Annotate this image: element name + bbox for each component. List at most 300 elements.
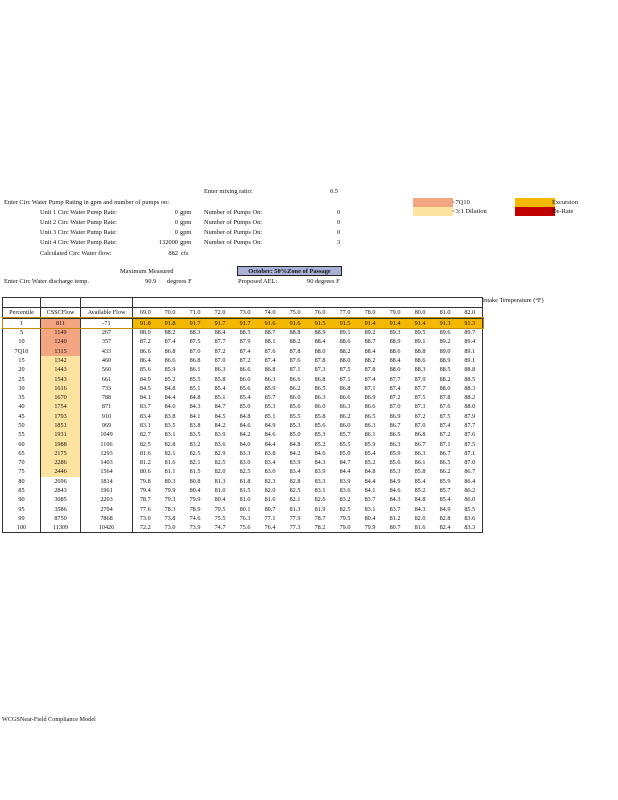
temp-cell: 75.5 — [214, 514, 226, 522]
temp-cell: 86.3 — [339, 403, 351, 411]
table-row — [3, 449, 483, 458]
pump-2-on[interactable]: 0 — [337, 219, 341, 226]
pump-2-unit: gpm — [180, 219, 192, 226]
temp-cell: 83.1 — [314, 487, 326, 495]
column-header-temp: 78.0 — [358, 308, 383, 318]
temp-cell: 86.5 — [364, 412, 376, 420]
temp-cell: 84.3 — [189, 403, 201, 411]
percentile-cell: 80 — [3, 477, 41, 486]
temp-cell: 88.5 — [439, 366, 451, 374]
temp-cell: 91.3 — [458, 318, 483, 328]
temp-cell: 83.8 — [164, 412, 176, 420]
temp-cell: 88.2 — [289, 338, 301, 346]
temp-cell: 85.0 — [339, 449, 351, 457]
temp-cell: 79.4 — [139, 487, 151, 495]
flow-cell: 1988 — [41, 439, 81, 448]
temp-cell: 87.4 — [439, 422, 451, 429]
flow-cell: 2696 — [41, 477, 81, 486]
table-row — [3, 467, 483, 476]
temp-cell: 85.7 — [339, 431, 351, 439]
temp-cell: 82.5 — [289, 487, 301, 495]
temp-cell: 86.4 — [139, 356, 151, 364]
temp-cell: 88.0 — [439, 384, 451, 392]
temp-cell: 87.4 — [364, 375, 376, 383]
temp-cell: 86.6 — [364, 403, 376, 411]
header-spacer — [133, 298, 483, 308]
temp-cell: 87.1 — [364, 384, 376, 392]
temp-cell: 87.8 — [364, 366, 376, 374]
percentile-cell: 10 — [3, 337, 41, 346]
temp-cell: 87.4 — [264, 356, 276, 364]
temp-cell: 83.5 — [189, 431, 201, 439]
temp-cell: 87.4 — [164, 338, 176, 346]
temp-cell: 82.8 — [289, 477, 301, 485]
temp-cell: 82.5 — [189, 449, 201, 457]
temp-cell: 79.0 — [333, 523, 358, 533]
temp-cell: 87.7 — [214, 338, 226, 346]
temp-cell: 87.7 — [458, 421, 483, 430]
flow-cell: 1240 — [41, 337, 81, 346]
temp-cell: 85.7 — [264, 394, 276, 402]
temp-cell: 87.1 — [439, 440, 451, 448]
temp-cell: 84.0 — [239, 440, 251, 448]
temp-cell: 85.6 — [289, 403, 301, 411]
temp-cell: 85.4 — [214, 384, 226, 392]
temp-cell: 84.4 — [364, 477, 376, 485]
temp-cell: 88.2 — [458, 393, 483, 402]
table-row — [3, 458, 483, 467]
temp-cell: 89.1 — [458, 346, 483, 355]
temp-cell: 81.1 — [164, 468, 176, 476]
pump-4-rate[interactable]: 132000 — [158, 239, 178, 246]
temp-cell: 84.3 — [389, 496, 401, 504]
available-flow-cell: 1106 — [81, 439, 133, 448]
table-row — [3, 486, 483, 495]
temp-cell: 91.7 — [183, 318, 208, 328]
temp-cell: 84.8 — [164, 384, 176, 392]
temp-cell: 86.4 — [458, 477, 483, 486]
temp-cell: 86.7 — [458, 467, 483, 476]
temp-cell: 86.5 — [389, 431, 401, 439]
temp-cell: 82.4 — [433, 523, 458, 533]
temp-cell: 88.4 — [214, 329, 226, 337]
temp-cell: 83.1 — [164, 431, 176, 439]
pump-1-on[interactable]: 0 — [337, 209, 341, 216]
temp-cell: 78.7 — [314, 514, 326, 522]
temp-cell: 86.6 — [139, 347, 151, 355]
temp-cell: 88.9 — [389, 338, 401, 346]
temp-cell: 78.3 — [164, 505, 176, 513]
flow-cell: 1443 — [41, 365, 81, 374]
temp-cell: 87.9 — [458, 412, 483, 421]
legend-swatch-7q10 — [413, 198, 453, 207]
temp-cell: 74.6 — [189, 514, 201, 522]
temp-cell: 83.4 — [139, 412, 151, 420]
temp-cell: 81.6 — [408, 523, 433, 533]
temp-cell: 85.9 — [439, 477, 451, 485]
temp-cell: 85.4 — [364, 449, 376, 457]
temp-cell: 85.9 — [389, 449, 401, 457]
flow-cell: 1543 — [41, 374, 81, 383]
temp-cell: 89.1 — [339, 329, 351, 337]
temp-cell: 84.8 — [289, 440, 301, 448]
temp-cell: 86.3 — [414, 449, 426, 457]
temp-cell: 82.8 — [439, 514, 451, 522]
pump-1-label: Unit 1 Circ Water Pump Rate: — [40, 209, 117, 216]
pump-3-label: Unit 3 Circ Water Pump Rate: — [40, 229, 117, 236]
temp-cell: 73.9 — [183, 523, 208, 533]
temp-cell: 83.1 — [364, 505, 376, 513]
temp-cell: 82.5 — [214, 459, 226, 467]
temp-cell: 91.5 — [333, 318, 358, 328]
table-row — [3, 505, 483, 514]
temp-cell: 86.9 — [364, 394, 376, 402]
temp-cell: 88.3 — [414, 366, 426, 374]
table-row — [3, 430, 483, 439]
temp-cell: 81.2 — [389, 514, 401, 522]
temp-cell: 87.5 — [189, 338, 201, 346]
temp-cell: 76.4 — [258, 523, 283, 533]
pump-3-rate[interactable]: 0 — [174, 229, 178, 236]
temp-cell: 85.1 — [264, 412, 276, 420]
temp-cell: 86.7 — [389, 422, 401, 429]
temp-cell: 82.0 — [214, 468, 226, 476]
table-row — [3, 318, 483, 328]
mixing-ratio-label: Enter mixing ratio: — [204, 188, 253, 195]
flow-cell: 1670 — [41, 393, 81, 402]
table-row — [3, 421, 483, 430]
temp-cell: 86.8 — [264, 366, 276, 374]
temp-cell: 85.9 — [164, 366, 176, 374]
temp-cell: 79.5 — [339, 514, 351, 522]
max-measured-label: Maximum Measured — [120, 268, 174, 275]
temp-cell: 88.4 — [364, 347, 376, 355]
temp-cell: 87.0 — [214, 356, 226, 364]
available-flow-cell: 460 — [81, 356, 133, 365]
temp-cell: 85.2 — [364, 459, 376, 467]
percentile-cell: 50 — [3, 421, 41, 430]
temp-cell: 88.4 — [314, 338, 326, 346]
temp-cell: 87.5 — [439, 412, 451, 420]
temp-cell: 89.5 — [414, 329, 426, 337]
calc-flow-label: Calculated Circ Water flow: — [40, 250, 112, 257]
column-header-temp: 79.0 — [383, 308, 408, 318]
temp-cell: 85.5 — [289, 412, 301, 420]
table-row — [3, 514, 483, 523]
temp-cell: 88.5 — [458, 374, 483, 383]
percentile-cell: 100 — [3, 523, 41, 533]
temp-cell: 87.2 — [239, 356, 251, 364]
temp-cell: 83.4 — [289, 468, 301, 476]
temp-cell: 84.4 — [339, 468, 351, 476]
temp-cell: 79.8 — [139, 477, 151, 485]
temp-cell: 83.2 — [339, 496, 351, 504]
flow-cell: 2175 — [41, 449, 81, 458]
temp-cell: 77.1 — [264, 514, 276, 522]
table-row — [3, 374, 483, 383]
temp-cell: 84.4 — [264, 440, 276, 448]
temp-cell: 88.3 — [458, 384, 483, 393]
temp-cell: 91.8 — [133, 318, 158, 328]
temp-cell: 73.0 — [139, 514, 151, 522]
column-header-temp: 76.0 — [308, 308, 333, 318]
temp-cell: 87.7 — [389, 375, 401, 383]
legend-label-excursion: Excursion — [552, 199, 578, 206]
temp-cell: 83.9 — [214, 431, 226, 439]
flow-cell: 1793 — [41, 412, 81, 421]
percentile-cell: 99 — [3, 514, 41, 523]
temp-cell: 83.6 — [458, 514, 483, 523]
column-header-temp: 69.0 — [133, 308, 158, 318]
pump-4-on[interactable]: 3 — [337, 239, 341, 246]
temp-cell: 91.4 — [358, 318, 383, 328]
temp-cell: 84.3 — [414, 505, 426, 513]
temp-cell: 77.3 — [283, 523, 308, 533]
column-header-temp: 71.0 — [183, 308, 208, 318]
temp-cell: 85.2 — [164, 375, 176, 383]
temp-cell: 81.9 — [314, 505, 326, 513]
temp-cell: 83.4 — [264, 459, 276, 467]
temp-cell: 86.0 — [289, 394, 301, 402]
header-spacer — [81, 298, 133, 308]
available-flow-cell: 10426 — [81, 523, 133, 533]
table-row — [3, 495, 483, 504]
temp-cell: 91.6 — [283, 318, 308, 328]
temp-cell: 86.2 — [458, 486, 483, 495]
temp-cell: 80.7 — [264, 505, 276, 513]
temp-cell: 82.8 — [164, 440, 176, 448]
temp-cell: 85.9 — [264, 384, 276, 392]
flow-cell: 3085 — [41, 495, 81, 504]
temp-cell: 86.1 — [364, 431, 376, 439]
temp-cell: 87.2 — [389, 394, 401, 402]
temp-cell: 89.3 — [389, 329, 401, 337]
table-row — [3, 393, 483, 402]
temp-cell: 80.7 — [383, 523, 408, 533]
flow-cell: 2286 — [41, 458, 81, 467]
available-flow-cell: 1814 — [81, 477, 133, 486]
temp-cell: 85.6 — [314, 422, 326, 429]
temp-cell: 87.1 — [289, 366, 301, 374]
discharge-value[interactable]: 90.9 — [145, 278, 157, 285]
temp-cell: 87.8 — [314, 356, 326, 364]
temp-cell: 85.5 — [339, 440, 351, 448]
temp-cell: 87.2 — [139, 338, 151, 346]
temp-cell: 91.3 — [433, 318, 458, 328]
temp-cell: 82.0 — [414, 514, 426, 522]
temp-cell: 79.9 — [358, 523, 383, 533]
temp-cell: 81.0 — [239, 496, 251, 504]
temp-cell: 84.2 — [289, 449, 301, 457]
temp-cell: 88.3 — [189, 329, 201, 337]
temp-cell: 84.7 — [339, 459, 351, 467]
legend-label-derate: De-Rate — [552, 208, 574, 215]
temp-cell: 84.9 — [389, 477, 401, 485]
flow-cell: 2446 — [41, 467, 81, 476]
table-row — [3, 402, 483, 411]
temp-cell: 88.4 — [389, 356, 401, 364]
temp-cell: 88.6 — [414, 356, 426, 364]
temp-cell: 86.2 — [439, 468, 451, 476]
discharge-label: Enter Circ Water discharge temp. — [4, 278, 89, 285]
temp-cell: 87.0 — [414, 422, 426, 429]
percentile-cell: 90 — [3, 495, 41, 504]
pump-1-rate[interactable]: 0 — [174, 209, 178, 216]
temp-cell: 82.0 — [264, 487, 276, 495]
pump-3-on[interactable]: 0 — [337, 229, 341, 236]
percentile-cell: 85 — [3, 486, 41, 495]
temp-cell: 79.9 — [164, 487, 176, 495]
pump-4-unit: gpm — [180, 239, 192, 246]
column-header-temp: 74.0 — [258, 308, 283, 318]
available-flow-cell: 661 — [81, 374, 133, 383]
temp-cell: 83.1 — [139, 422, 151, 429]
temp-cell: 85.4 — [414, 477, 426, 485]
temp-cell: 85.7 — [439, 487, 451, 495]
temp-cell: 81.6 — [139, 449, 151, 457]
flow-cell: 8750 — [41, 514, 81, 523]
temp-cell: 81.3 — [289, 505, 301, 513]
temp-cell: 88.6 — [389, 347, 401, 355]
temp-cell: 86.5 — [439, 459, 451, 467]
temp-cell: 88.1 — [264, 338, 276, 346]
available-flow-cell: -71 — [81, 318, 133, 328]
temp-cell: 83.2 — [189, 440, 201, 448]
table-row — [3, 523, 483, 533]
temp-cell: 84.7 — [214, 403, 226, 411]
temp-cell: 87.2 — [214, 347, 226, 355]
flow-cell: 1931 — [41, 430, 81, 439]
available-flow-cell: 788 — [81, 393, 133, 402]
table-row — [3, 337, 483, 346]
pump-2-rate[interactable]: 0 — [174, 219, 178, 226]
temp-cell: 87.5 — [414, 394, 426, 402]
temp-cell: 81.5 — [239, 487, 251, 495]
flow-cell: 2843 — [41, 486, 81, 495]
table-row — [3, 439, 483, 448]
mixing-ratio-value[interactable]: 0.5 — [330, 188, 338, 195]
table-row — [3, 412, 483, 421]
temp-cell: 87.1 — [339, 375, 351, 383]
percentile-cell: 35 — [3, 393, 41, 402]
temp-cell: 88.0 — [339, 356, 351, 364]
temp-cell: 86.6 — [164, 356, 176, 364]
temp-cell: 81.6 — [264, 496, 276, 504]
temp-cell: 87.5 — [339, 366, 351, 374]
header-spacer — [41, 298, 81, 308]
temp-cell: 86.6 — [339, 394, 351, 402]
temp-cell: 84.1 — [189, 412, 201, 420]
available-flow-cell: 433 — [81, 346, 133, 355]
temp-cell: 87.2 — [414, 412, 426, 420]
temp-cell: 89.2 — [364, 329, 376, 337]
temp-cell: 91.7 — [208, 318, 233, 328]
temp-cell: 85.1 — [214, 394, 226, 402]
available-flow-cell: 969 — [81, 421, 133, 430]
temp-cell: 86.3 — [364, 422, 376, 429]
temp-cell: 84.3 — [314, 459, 326, 467]
temp-cell: 87.5 — [458, 439, 483, 448]
table-row — [3, 356, 483, 365]
temp-cell: 86.0 — [458, 495, 483, 504]
temp-cell: 81.2 — [139, 459, 151, 467]
flow-cell: 1754 — [41, 402, 81, 411]
header-spacer — [3, 298, 41, 308]
temp-cell: 85.3 — [314, 431, 326, 439]
flow-cell: 1342 — [41, 356, 81, 365]
temp-cell: 82.7 — [139, 431, 151, 439]
pump-1-unit: gpm — [180, 209, 192, 216]
temp-cell: 81.0 — [214, 487, 226, 495]
percentile-cell: 40 — [3, 402, 41, 411]
temp-cell: 82.5 — [339, 505, 351, 513]
temp-cell: 86.3 — [214, 366, 226, 374]
column-header-temp: 72.0 — [208, 308, 233, 318]
temp-cell: 87.9 — [239, 338, 251, 346]
temp-cell: 88.2 — [339, 347, 351, 355]
temp-cell: 79.5 — [214, 505, 226, 513]
available-flow-cell: 871 — [81, 402, 133, 411]
percentile-cell: 7Q10 — [3, 346, 41, 355]
temp-cell: 80.6 — [139, 468, 151, 476]
temp-cell: 81.3 — [214, 477, 226, 485]
temp-cell: 75.6 — [233, 523, 258, 533]
temp-cell: 88.2 — [364, 356, 376, 364]
pump-2-label: Unit 2 Circ Water Pump Rate: — [40, 219, 117, 226]
temp-cell: 87.8 — [439, 394, 451, 402]
temp-cell: 85.8 — [214, 375, 226, 383]
temp-cell: 89.1 — [414, 338, 426, 346]
temp-cell: 86.1 — [189, 366, 201, 374]
temp-cell: 84.6 — [239, 422, 251, 429]
percentile-cell: 55 — [3, 430, 41, 439]
percentile-cell: 45 — [3, 412, 41, 421]
temp-cell: 84.9 — [264, 422, 276, 429]
footer-title: WCGSNear-Field Compliance Model — [2, 716, 96, 723]
temp-cell: 83.6 — [339, 487, 351, 495]
temp-cell: 87.9 — [414, 375, 426, 383]
percentile-cell: 5 — [3, 328, 41, 337]
discharge-unit: degrees F — [167, 278, 192, 285]
temp-cell: 87.3 — [314, 366, 326, 374]
temp-cell: 87.6 — [264, 347, 276, 355]
temp-cell: 86.8 — [414, 431, 426, 439]
temp-cell: 89.0 — [439, 347, 451, 355]
temp-cell: 86.7 — [414, 440, 426, 448]
pump-4-label: Unit 4 Circ Water Pump Rate: — [40, 239, 117, 246]
temp-cell: 85.4 — [439, 496, 451, 504]
temp-cell: 86.3 — [389, 440, 401, 448]
temp-cell: 83.0 — [264, 468, 276, 476]
temp-cell: 85.8 — [314, 412, 326, 420]
temp-cell: 84.6 — [314, 449, 326, 457]
temp-cell: 84.8 — [364, 468, 376, 476]
available-flow-cell: 1049 — [81, 430, 133, 439]
temp-cell: 83.9 — [314, 468, 326, 476]
temp-cell: 86.5 — [314, 384, 326, 392]
table-row — [3, 346, 483, 355]
temp-cell: 87.6 — [289, 356, 301, 364]
pump-1-on-label: Number of Pumps On: — [204, 209, 263, 216]
flow-cell: 1149 — [41, 328, 81, 337]
legend-swatch-excursion — [515, 198, 555, 207]
temp-cell: 82.1 — [164, 449, 176, 457]
percentile-cell: 20 — [3, 365, 41, 374]
temp-cell: 85.6 — [389, 459, 401, 467]
temp-cell: 79.3 — [164, 496, 176, 504]
available-flow-cell: 1961 — [81, 486, 133, 495]
column-header-flow: CSSCFlow — [41, 308, 81, 318]
